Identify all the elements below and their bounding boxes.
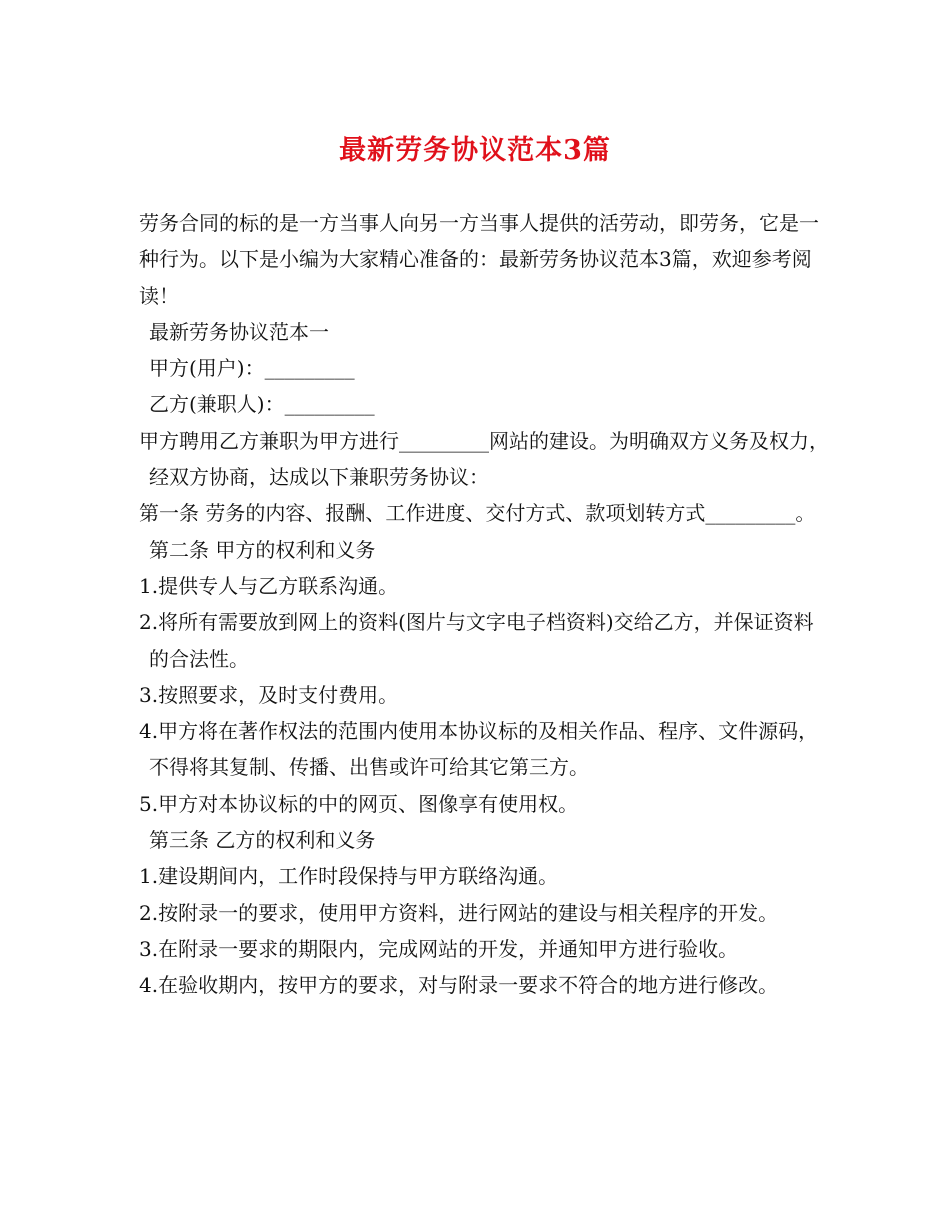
article-3-item: 2.按附录一的要求，使用甲方资料，进行网站的建设与相关程序的开发。 xyxy=(139,900,779,925)
article-3-item: 4.在验收期内，按甲方的要求，对与附录一要求不符合的地方进行修改。 xyxy=(139,973,779,998)
article-2-item: 5.甲方对本协议标的中的网页、图像享有使用权。 xyxy=(139,791,579,816)
document-body xyxy=(139,205,829,1004)
intro-paragraph: 劳务合同的标的是一方当事人向另一方当事人提供的活劳动，即劳务，它是一种行为。以下是小编为大家精心准备的：最新劳务协议范本3篇，欢迎参考阅读！ xyxy=(139,211,819,308)
party-a-line: 甲方(用户)：_________ xyxy=(149,356,355,381)
section-heading: 最新劳务协议范本一 xyxy=(149,319,329,344)
article-2-item: 1.提供专人与乙方联系沟通。 xyxy=(139,573,399,598)
article-2-item: 3.按照要求，及时支付费用。 xyxy=(139,682,399,707)
article-2-item: 4.甲方将在著作权法的范围内使用本协议标的及相关作品、程序、文件源码，不得将其复制、传播、出售或许可给其它第三方。 xyxy=(139,719,819,780)
article-2-heading: 第二条 甲方的权利和义务 xyxy=(149,537,376,562)
article-3-item: 3.在附录一要求的期限内，完成网站的开发，并通知甲方进行验收。 xyxy=(139,936,739,961)
article-2-item: 2.将所有需要放到网上的资料(图片与文字电子档资料)交给乙方，并保证资料的合法性。 xyxy=(139,610,814,671)
party-b-line: 乙方(兼职人)：_________ xyxy=(149,392,375,417)
document-title: 最新劳务协议范本3篇 xyxy=(339,135,611,166)
article-1: 第一条 劳务的内容、报酬、工作进度、交付方式、款项划转方式_________。 xyxy=(139,501,816,526)
preamble-paragraph: 甲方聘用乙方兼职为甲方进行_________网站的建设。为明确双方义务及权力，经双方协商，达成以下兼职劳务协议： xyxy=(139,428,829,490)
article-3-item: 1.建设期间内，工作时段保持与甲方联络沟通。 xyxy=(139,864,559,889)
article-3-heading: 第三条 乙方的权利和义务 xyxy=(149,828,376,853)
